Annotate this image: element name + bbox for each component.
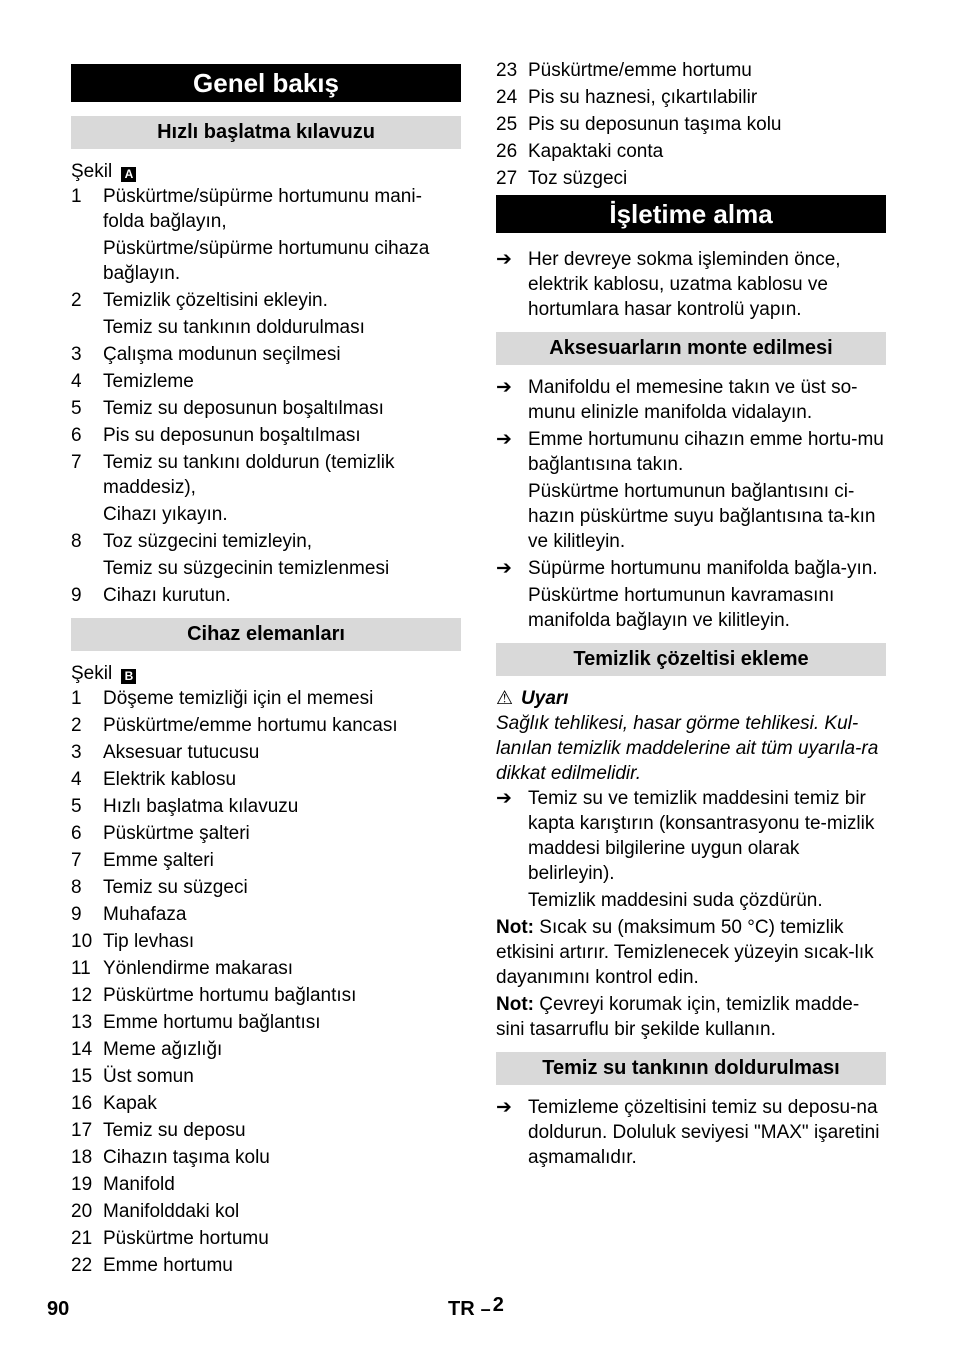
list-item bbox=[71, 1010, 461, 1035]
list-item bbox=[71, 529, 461, 554]
item-text: Pis su deposunun taşıma kolu bbox=[528, 114, 782, 135]
note-label: Not: bbox=[496, 994, 534, 1015]
fill-tank-step bbox=[496, 1095, 886, 1170]
left-column bbox=[71, 58, 461, 1280]
item-number: 27 bbox=[496, 168, 518, 189]
cleaning-solution-heading: Temizlik çözeltisi ekleme bbox=[496, 643, 886, 676]
item-number: 5 bbox=[71, 796, 82, 817]
quickstart-heading: Hızlı başlatma kılavuzu bbox=[71, 116, 461, 149]
list-item bbox=[496, 58, 886, 83]
language-dash: – bbox=[480, 1299, 491, 1319]
item-number: 10 bbox=[71, 931, 93, 952]
item-number: 9 bbox=[71, 904, 82, 925]
item-text: Toz süzgecini temizleyin, bbox=[103, 531, 313, 552]
item-continuation: Temiz su süzgecinin temizlenmesi bbox=[103, 558, 390, 579]
item-number: 20 bbox=[71, 1201, 93, 1222]
device-elements-heading: Cihaz elemanları bbox=[71, 618, 461, 651]
item-text: Püskürtme hortumu bbox=[103, 1228, 269, 1249]
arrow-right-icon: ➔ bbox=[496, 558, 512, 579]
step-item bbox=[496, 786, 886, 886]
item-number: 19 bbox=[71, 1174, 93, 1195]
note bbox=[496, 992, 886, 1042]
device-elements-list bbox=[71, 686, 461, 1278]
item-text: Püskürtme hortumu bağlantısı bbox=[103, 985, 357, 1006]
item-text: Elektrik kablosu bbox=[103, 769, 237, 790]
note-text: Çevreyi korumak için, temizlik madde-sini tasarruflu bir şekilde kullanın. bbox=[496, 994, 860, 1040]
cleaning-solution-notes bbox=[496, 915, 886, 1042]
step-text: Süpürme hortumunu manifolda bağla-yın. bbox=[528, 558, 878, 579]
note-text: Sıcak su (maksimum 50 °C) temizlik etkisini artırır. Temizlenecek yüzeyin sıcak-lık dayanımını kontrol edin. bbox=[496, 917, 874, 988]
list-item bbox=[71, 983, 461, 1008]
item-text: Temizleme bbox=[103, 371, 194, 392]
item-text: Yönlendirme makarası bbox=[103, 958, 294, 979]
item-text: Püskürtme/emme hortumu bbox=[528, 60, 752, 81]
list-item bbox=[71, 184, 461, 234]
item-text: Püskürtme şalteri bbox=[103, 823, 250, 844]
step-text: Manifoldu el memesine takın ve üst so-munu elinizle manifolda vidalayın. bbox=[528, 377, 858, 423]
list-item bbox=[71, 1253, 461, 1278]
section-title-startup: İşletime alma bbox=[496, 195, 886, 233]
item-text: Temizlik çözeltisini ekleyin. bbox=[103, 290, 328, 311]
figure-letter-b: B bbox=[121, 669, 136, 684]
fill-tank-text: Temizleme çözeltisini temiz su deposu-na doldurun. Doluluk seviyesi "MAX" işaretini aşmamalıdır. bbox=[528, 1097, 880, 1168]
fill-tank-heading: Temiz su tankının doldurulması bbox=[496, 1052, 886, 1085]
device-elements-list-continued bbox=[496, 58, 886, 191]
item-text: Kapak bbox=[103, 1093, 157, 1114]
item-number: 11 bbox=[71, 958, 91, 979]
item-number: 18 bbox=[71, 1147, 93, 1168]
list-item bbox=[71, 450, 461, 500]
accessories-steps bbox=[496, 375, 886, 633]
item-number: 22 bbox=[71, 1255, 93, 1276]
item-number: 21 bbox=[71, 1228, 93, 1249]
item-number: 7 bbox=[71, 850, 82, 871]
item-text: Kapaktaki conta bbox=[528, 141, 664, 162]
item-text: Emme hortumu bağlantısı bbox=[103, 1012, 321, 1033]
list-item bbox=[71, 1199, 461, 1224]
item-number: 8 bbox=[71, 877, 82, 898]
language-page-number: 2 bbox=[492, 1294, 504, 1316]
item-continuation: Püskürtme/süpürme hortumunu cihaza bağlayın. bbox=[103, 238, 430, 284]
list-item bbox=[71, 583, 461, 608]
step-continuation: Temizlik maddesini suda çözdürün. bbox=[528, 890, 823, 911]
item-text: Aksesuar tutucusu bbox=[103, 742, 260, 763]
list-item bbox=[71, 686, 461, 711]
item-number: 1 bbox=[71, 186, 82, 207]
list-item bbox=[71, 1118, 461, 1143]
list-item bbox=[71, 929, 461, 954]
accessories-heading: Aksesuarların monte edilmesi bbox=[496, 332, 886, 365]
quickstart-list bbox=[71, 184, 461, 608]
item-text: Toz süzgeci bbox=[528, 168, 628, 189]
list-item bbox=[496, 112, 886, 137]
warning-triangle-icon: ⚠ bbox=[496, 688, 514, 709]
warning-header bbox=[496, 686, 886, 711]
list-item bbox=[71, 1145, 461, 1170]
list-item bbox=[71, 423, 461, 448]
step-item bbox=[496, 556, 886, 581]
language-code: TR bbox=[448, 1298, 475, 1320]
item-number: 6 bbox=[71, 425, 82, 446]
item-text: Temiz su tankını doldurun (temizlik maddesiz), bbox=[103, 452, 395, 498]
step-continuation: Püskürtme hortumunun bağlantısını ci-hazın püskürtme suyu bağlantısına ta-kın ve kilitleyin. bbox=[528, 481, 876, 552]
item-text: Pis su haznesi, çıkartılabilir bbox=[528, 87, 758, 108]
item-number: 17 bbox=[71, 1120, 93, 1141]
item-text: Üst somun bbox=[103, 1066, 194, 1087]
section-title-overview: Genel bakış bbox=[71, 64, 461, 102]
list-item bbox=[71, 342, 461, 367]
item-number: 14 bbox=[71, 1039, 93, 1060]
startup-intro-text: Her devreye sokma işleminden önce, elektrik kablosu, uzatma kablosu ve hortumlara hasar kontrolü yapın. bbox=[528, 249, 841, 320]
item-number: 3 bbox=[71, 344, 82, 365]
item-number: 4 bbox=[71, 769, 82, 790]
list-item bbox=[71, 713, 461, 738]
step-text: Temiz su ve temizlik maddesini temiz bir kapta karıştırın (konsantrasyonu te-mizlik maddesi bilgilerine uygun olarak belirleyin). bbox=[528, 788, 875, 884]
figure-ref-b bbox=[71, 661, 461, 686]
figure-ref-a bbox=[71, 159, 461, 184]
item-number: 7 bbox=[71, 452, 82, 473]
item-text: Temiz su süzgeci bbox=[103, 877, 248, 898]
item-number: 8 bbox=[71, 531, 82, 552]
item-text: Meme ağızlığı bbox=[103, 1039, 223, 1060]
arrow-right-icon: ➔ bbox=[496, 1097, 512, 1118]
list-item bbox=[71, 369, 461, 394]
arrow-right-icon: ➔ bbox=[496, 429, 512, 450]
item-text: Pis su deposunun boşaltılması bbox=[103, 425, 361, 446]
list-item bbox=[71, 767, 461, 792]
page-number: 90 bbox=[47, 1298, 70, 1320]
figure-label: Şekil bbox=[71, 663, 113, 684]
item-text: Manifolddaki kol bbox=[103, 1201, 240, 1222]
item-continuation: Temiz su tankının doldurulması bbox=[103, 317, 365, 338]
step-item bbox=[496, 375, 886, 425]
list-item bbox=[71, 848, 461, 873]
item-number: 5 bbox=[71, 398, 82, 419]
list-item bbox=[71, 396, 461, 421]
item-text: Hızlı başlatma kılavuzu bbox=[103, 796, 299, 817]
item-text: Tip levhası bbox=[103, 931, 195, 952]
arrow-right-icon: ➔ bbox=[496, 788, 512, 809]
item-text: Döşeme temizliği için el memesi bbox=[103, 688, 374, 709]
list-item bbox=[71, 794, 461, 819]
item-continuation: Cihazı yıkayın. bbox=[103, 504, 228, 525]
item-number: 24 bbox=[496, 87, 518, 108]
item-number: 15 bbox=[71, 1066, 93, 1087]
item-number: 26 bbox=[496, 141, 518, 162]
arrow-right-icon: ➔ bbox=[496, 249, 512, 270]
list-item bbox=[71, 875, 461, 900]
list-item bbox=[496, 166, 886, 191]
item-number: 4 bbox=[71, 371, 82, 392]
list-item bbox=[71, 1037, 461, 1062]
item-text: Püskürtme/süpürme hortumunu mani-folda bağlayın, bbox=[103, 186, 422, 232]
list-item bbox=[71, 902, 461, 927]
item-number: 25 bbox=[496, 114, 518, 135]
list-item bbox=[71, 1226, 461, 1251]
item-text: Emme hortumu bbox=[103, 1255, 233, 1276]
list-item bbox=[71, 740, 461, 765]
item-number: 16 bbox=[71, 1093, 93, 1114]
item-text: Temiz su deposunun boşaltılması bbox=[103, 398, 384, 419]
list-item bbox=[71, 1172, 461, 1197]
figure-label: Şekil bbox=[71, 161, 113, 182]
item-text: Temiz su deposu bbox=[103, 1120, 246, 1141]
item-text: Muhafaza bbox=[103, 904, 187, 925]
item-text: Cihazı kurutun. bbox=[103, 585, 231, 606]
list-item bbox=[71, 1064, 461, 1089]
list-item bbox=[496, 139, 886, 164]
list-item bbox=[71, 956, 461, 981]
warning-text: Sağlık tehlikesi, hasar görme tehlikesi. Kul-lanılan temizlik maddelerine ait tüm uyarıla-ra dikkat edilmelidir. bbox=[496, 713, 879, 784]
item-number: 6 bbox=[71, 823, 82, 844]
list-item bbox=[496, 85, 886, 110]
item-number: 9 bbox=[71, 585, 82, 606]
cleaning-solution-step bbox=[496, 786, 886, 913]
item-text: Emme şalteri bbox=[103, 850, 214, 871]
right-column bbox=[496, 58, 886, 1172]
item-number: 2 bbox=[71, 715, 82, 736]
step-item bbox=[496, 427, 886, 477]
item-number: 1 bbox=[71, 688, 82, 709]
startup-intro-step bbox=[496, 247, 886, 322]
item-number: 12 bbox=[71, 985, 93, 1006]
list-item bbox=[71, 821, 461, 846]
item-number: 2 bbox=[71, 290, 82, 311]
item-number: 13 bbox=[71, 1012, 93, 1033]
list-item bbox=[71, 288, 461, 313]
list-item bbox=[71, 1091, 461, 1116]
item-text: Manifold bbox=[103, 1174, 175, 1195]
item-text: Çalışma modunun seçilmesi bbox=[103, 344, 341, 365]
item-text: Püskürtme/emme hortumu kancası bbox=[103, 715, 398, 736]
step-text: Emme hortumunu cihazın emme hortu-mu bağlantısına takın. bbox=[528, 429, 884, 475]
note bbox=[496, 915, 886, 990]
item-number: 3 bbox=[71, 742, 82, 763]
arrow-right-icon: ➔ bbox=[496, 377, 512, 398]
figure-letter-a: A bbox=[121, 167, 136, 182]
item-number: 23 bbox=[496, 60, 518, 81]
item-text: Cihazın taşıma kolu bbox=[103, 1147, 270, 1168]
warning-label: Uyarı bbox=[521, 688, 569, 709]
step-continuation: Püskürtme hortumunun kavramasını manifolda bağlayın ve kilitleyin. bbox=[528, 585, 835, 631]
note-label: Not: bbox=[496, 917, 534, 938]
language-marker bbox=[448, 1294, 504, 1321]
